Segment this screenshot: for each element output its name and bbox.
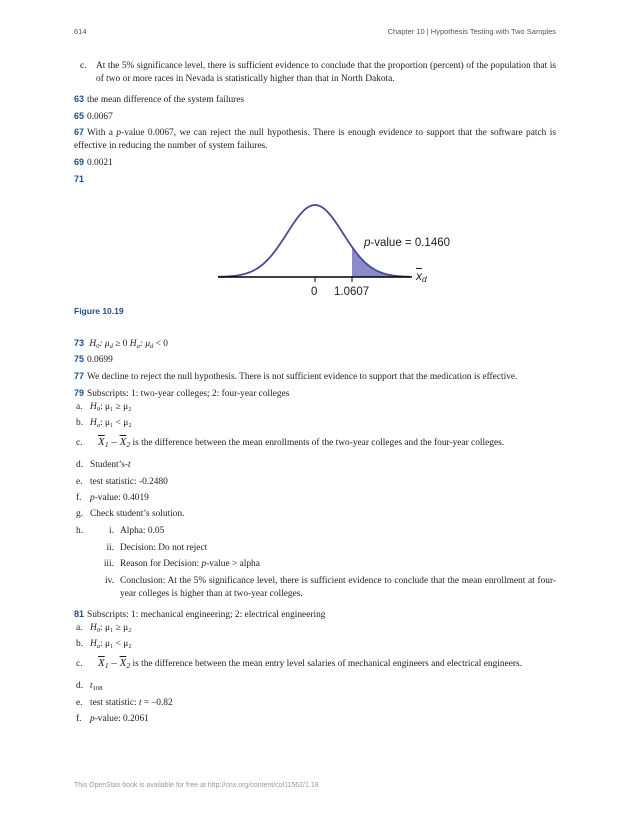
list-item bbox=[76, 657, 522, 671]
chapter-title: Chapter 10 | Hypothesis Testing with Two Samples bbox=[387, 27, 556, 36]
item-text: Student’s- bbox=[90, 460, 129, 470]
sub-list-item bbox=[96, 525, 164, 538]
tick-value-label: 1.0607 bbox=[334, 286, 370, 298]
ha-mu: : μ bbox=[139, 339, 151, 349]
answer-number: 65 bbox=[74, 111, 85, 121]
answer-number: 81 bbox=[74, 609, 85, 619]
sub-item-label: ii. bbox=[106, 543, 114, 553]
item-text: is the difference between the mean enrollments of the two-year colleges and the four-year colleges. bbox=[130, 438, 505, 448]
item-label: d. bbox=[76, 681, 84, 691]
answer-number: 63 bbox=[74, 94, 85, 104]
list-item bbox=[76, 713, 149, 726]
item-text: is the difference between the mean entry level salaries of mechanical engineers and electrical engineers. bbox=[130, 659, 522, 669]
page-number: 614 bbox=[74, 27, 87, 36]
footer-text: This OpenStax book is available for free at http://cnx.org/content/col11562/1.18 bbox=[74, 782, 319, 789]
ha-symbol: H bbox=[129, 339, 137, 349]
h0-symbol: $H_0$ bbox=[90, 402, 101, 413]
list-item bbox=[74, 60, 556, 85]
tick-zero-label: 0 bbox=[311, 286, 318, 298]
answer-73 bbox=[74, 337, 556, 351]
axis-label bbox=[416, 270, 427, 283]
answer-text: 0.0067 bbox=[87, 112, 113, 122]
answer-79 bbox=[74, 387, 556, 401]
pvalue-label bbox=[364, 237, 450, 250]
item-label: h. bbox=[76, 526, 84, 536]
item-label: a. bbox=[76, 623, 83, 633]
list-item bbox=[76, 417, 132, 430]
xbar-difference: $\overline{X}_1 - \overline{X}_2$ bbox=[98, 436, 131, 449]
item-text: -value: 0.4019 bbox=[94, 493, 149, 503]
sub-item-text: Reason for Decision: bbox=[120, 559, 202, 569]
answer-number: 69 bbox=[74, 157, 85, 167]
item-label: c. bbox=[76, 659, 83, 669]
list-item bbox=[76, 459, 131, 472]
ha-relation: < 0 bbox=[153, 339, 168, 349]
item-label: b. bbox=[76, 418, 84, 428]
list-item bbox=[76, 436, 504, 450]
sub-list-item bbox=[96, 575, 556, 600]
p-symbol: p bbox=[201, 559, 207, 569]
item-text: test statistic: bbox=[90, 698, 139, 708]
item-text: : μ₁ < μ₂ bbox=[100, 639, 132, 649]
item-text: : μ₁ ≥ μ₂ bbox=[100, 402, 132, 412]
sub-item-label: iv. bbox=[104, 576, 114, 586]
p-symbol: p bbox=[90, 714, 95, 724]
h0-symbol: H bbox=[89, 339, 97, 349]
item-label: e. bbox=[76, 477, 83, 487]
answer-81 bbox=[74, 608, 556, 622]
h0-relation: ≥ 0 bbox=[112, 339, 130, 349]
item-label: c. bbox=[76, 438, 83, 448]
answer-text: Subscripts: 1: two-year colleges; 2: four-year colleges bbox=[87, 389, 290, 399]
sub-item-text: Decision: Do not reject bbox=[120, 543, 208, 553]
axis-label-sub: d bbox=[422, 274, 427, 284]
list-item bbox=[76, 492, 149, 505]
p-symbol: p bbox=[364, 237, 371, 249]
axis-label-x: $\overline{x}$ bbox=[416, 269, 422, 283]
answer-text: 0.0021 bbox=[87, 158, 113, 168]
answer-75 bbox=[74, 353, 556, 367]
answer-71 bbox=[74, 173, 556, 187]
list-item bbox=[76, 680, 102, 693]
item-label: f. bbox=[76, 493, 82, 503]
ha-mu-sub: d bbox=[150, 343, 154, 350]
h0-symbol: $H_0$ bbox=[90, 623, 101, 634]
figure-caption: Figure 10.19 bbox=[74, 306, 124, 316]
answer-text: 0.0699 bbox=[87, 355, 113, 365]
item-label: e. bbox=[76, 698, 83, 708]
t-sub: 108 bbox=[92, 685, 103, 692]
list-item bbox=[76, 508, 185, 521]
item-label: c. bbox=[80, 61, 87, 71]
answer-number: 79 bbox=[74, 388, 85, 398]
ha-sub: a bbox=[136, 343, 140, 350]
item-text: At the 5% significance level, there is sufficient evidence to conclude that the proportion (percent) of the population that is of two or more races in Nevada is statistically higher than that in North Dakota. bbox=[96, 61, 556, 84]
answer-77 bbox=[74, 370, 556, 384]
h0-mu: : μ bbox=[99, 339, 110, 349]
item-text: -value: 0.2061 bbox=[94, 714, 149, 724]
ha-symbol: $H_a$ bbox=[90, 639, 101, 650]
list-item bbox=[76, 638, 132, 651]
item-label: b. bbox=[76, 639, 84, 649]
sub-item-label: iii. bbox=[103, 559, 114, 569]
item-label: d. bbox=[76, 460, 84, 470]
list-item bbox=[76, 622, 131, 635]
h0-sub: 0 bbox=[96, 343, 100, 350]
answer-63 bbox=[74, 93, 556, 107]
t-symbol: t bbox=[138, 698, 142, 708]
sub-item-label: i. bbox=[109, 526, 114, 536]
answer-text: -value 0.0067, we can reject the null hypothesis. There is enough evidence to support that the software patch is effective in reducing the number of system failures. bbox=[74, 128, 557, 151]
answer-number: 71 bbox=[74, 174, 85, 184]
t-symbol: t bbox=[128, 460, 131, 470]
item-label: a. bbox=[76, 402, 83, 412]
xbar-difference: $\overline{X}_1 - \overline{X}_2$ bbox=[98, 657, 131, 670]
item-text: : μ₁ < μ₂ bbox=[100, 418, 132, 428]
sub-list-item bbox=[96, 558, 260, 571]
ha-symbol: $H_a$ bbox=[90, 418, 101, 429]
item-text: Check student’s solution. bbox=[90, 509, 185, 519]
item-text: test statistic: -0.2480 bbox=[90, 477, 168, 487]
sub-item-text: Alpha: 0.05 bbox=[120, 526, 165, 536]
answer-number: 67 bbox=[74, 127, 85, 137]
item-text: = –0.82 bbox=[141, 698, 173, 708]
list-item bbox=[76, 476, 168, 489]
answer-text: With a bbox=[87, 128, 117, 138]
p-symbol: p bbox=[90, 493, 95, 503]
pvalue-text: -value = 0.1460 bbox=[370, 237, 451, 249]
answer-text: the mean difference of the system failures bbox=[87, 95, 245, 105]
sub-item-text: -value > alpha bbox=[206, 559, 260, 569]
answer-65 bbox=[74, 110, 556, 124]
answer-text: We decline to reject the null hypothesis. There is not sufficient evidence to support that the medication is effective. bbox=[87, 372, 518, 382]
answer-number: 73 bbox=[74, 338, 85, 348]
answer-number: 75 bbox=[74, 354, 85, 364]
list-item bbox=[76, 697, 173, 710]
answer-67 bbox=[74, 126, 556, 152]
item-label: g. bbox=[76, 509, 84, 519]
list-item bbox=[76, 525, 90, 538]
sub-item-text: Conclusion: At the 5% significance level, there is sufficient evidence to conclude that the mean enrollment at four-year colleges is higher than at two-year colleges. bbox=[120, 576, 556, 599]
h0-mu-sub: d bbox=[109, 343, 113, 350]
list-item bbox=[76, 401, 131, 414]
item-label: f. bbox=[76, 714, 82, 724]
t-symbol: t bbox=[90, 681, 93, 691]
item-text: : μ₁ ≥ μ₂ bbox=[100, 623, 132, 633]
sub-list-item bbox=[96, 542, 207, 555]
answer-69 bbox=[74, 156, 556, 170]
p-symbol: p bbox=[116, 128, 122, 138]
answer-text: Subscripts: 1: mechanical engineering; 2: electrical engineering bbox=[87, 610, 326, 620]
answer-number: 77 bbox=[74, 371, 85, 381]
